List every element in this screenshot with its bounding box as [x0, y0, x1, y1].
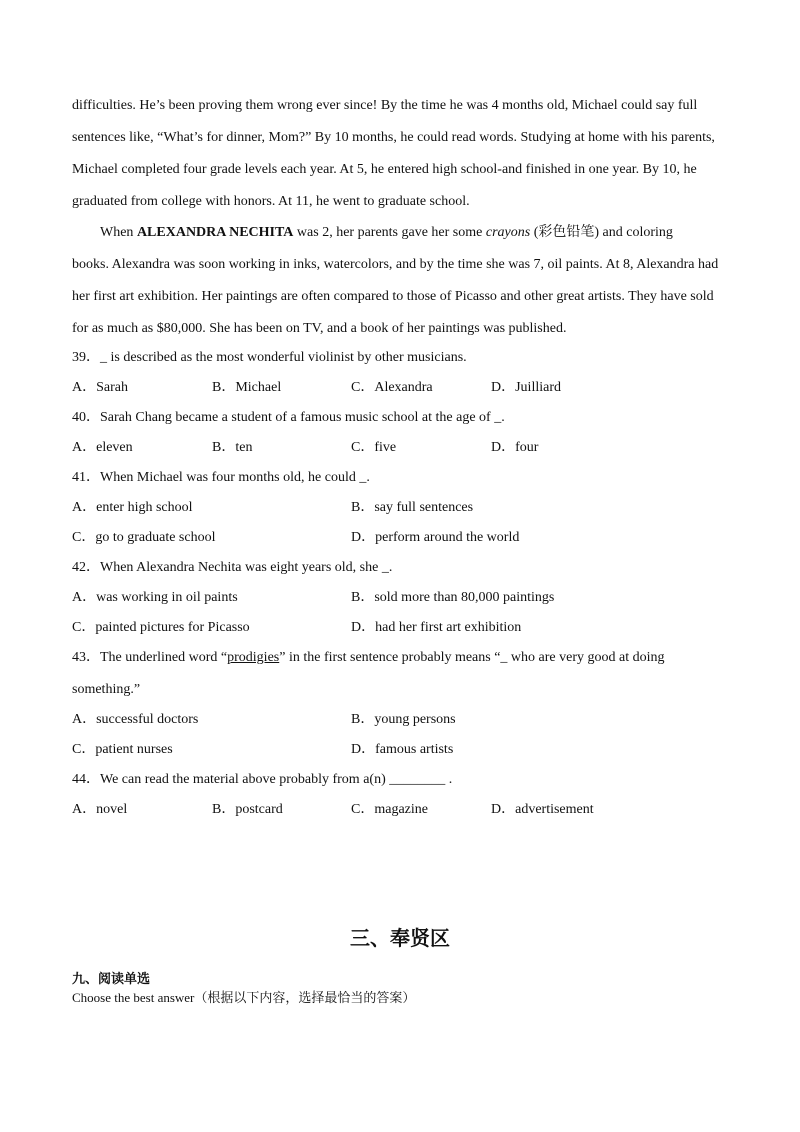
- option-a: A．novel: [72, 802, 128, 817]
- option-d: D．perform around the world: [351, 530, 520, 545]
- underlined-word: prodigies: [227, 650, 280, 665]
- passage-text: When: [100, 225, 137, 240]
- option-c: C．go to graduate school: [72, 530, 216, 545]
- option-a: A．eleven: [72, 440, 133, 455]
- option-d: D．Juilliard: [491, 380, 561, 395]
- section-subtitle: 九、阅读单选: [72, 972, 151, 987]
- option-a: A．Sarah: [72, 380, 128, 395]
- option-a: A．successful doctors: [72, 712, 199, 727]
- passage-line: her first art exhibition. Her paintings are often compared to those of Picasso and other great artists. They have sold: [72, 289, 714, 304]
- option-b: B．Michael: [212, 380, 282, 395]
- section-title: 三、奉贤区: [350, 926, 450, 950]
- option-d: D．four: [491, 440, 539, 455]
- question-stem-continued: something.”: [72, 682, 141, 697]
- option-c: C．painted pictures for Picasso: [72, 620, 250, 635]
- question-stem: 39．_ is described as the most wonderful violinist by other musicians.: [72, 350, 467, 365]
- option-c: C．magazine: [351, 802, 428, 817]
- passage-line: sentences like, “What’s for dinner, Mom?” By 10 months, he could read words. Studying at home with his parents,: [72, 130, 715, 145]
- question-stem: [72, 649, 740, 667]
- option-b: B．young persons: [351, 712, 456, 727]
- option-b: B．sold more than 80,000 paintings: [351, 590, 555, 605]
- option-b: B．postcard: [212, 802, 283, 817]
- passage-line: difficulties. He’s been proving them wrong ever since! By the time he was 4 months old, Michael could say full: [72, 98, 698, 113]
- option-d: D．famous artists: [351, 742, 454, 757]
- passage-line: [100, 224, 740, 242]
- passage-line: graduated from college with honors. At 11, he went to graduate school.: [72, 194, 470, 209]
- option-c: C．five: [351, 440, 397, 455]
- question-stem: 40．Sarah Chang became a student of a famous music school at the age of _.: [72, 410, 505, 425]
- passage-line: Michael completed four grade levels each year. At 5, he entered high school-and finished in one year. By 10, he: [72, 162, 697, 177]
- question-text: 43．The underlined word “: [72, 650, 228, 665]
- option-b: B．say full sentences: [351, 500, 474, 515]
- option-c: C．patient nurses: [72, 742, 173, 757]
- question-text: ” in the first sentence probably means “_ who are very good at doing: [279, 650, 665, 665]
- option-a: A．enter high school: [72, 500, 193, 515]
- option-d: D．had her first art exhibition: [351, 620, 522, 635]
- passage-line: books. Alexandra was soon working in inks, watercolors, and by the time she was 7, oil paints. At 8, Alexandra had: [72, 257, 719, 272]
- section-instruction: Choose the best answer（根据以下内容，选择最恰当的答案）: [72, 990, 416, 1005]
- option-a: A．was working in oil paints: [72, 590, 238, 605]
- person-name: ALEXANDRA NECHITA: [136, 225, 294, 240]
- option-d: D．advertisement: [491, 802, 594, 817]
- passage-line: for as much as $80,000. She has been on TV, and a book of her paintings was published.: [72, 321, 567, 336]
- option-b: B．ten: [212, 440, 253, 455]
- question-stem: 44．We can read the material above probably from a(n) ________ .: [72, 772, 453, 787]
- passage-text: (彩色铅笔) and coloring: [530, 225, 673, 240]
- question-stem: 42．When Alexandra Nechita was eight years old, she _.: [72, 560, 393, 575]
- italic-word: crayons: [485, 225, 531, 240]
- passage-text: was 2, her parents gave her some: [293, 225, 486, 240]
- option-c: C．Alexandra: [351, 380, 433, 395]
- question-stem: 41．When Michael was four months old, he could _.: [72, 470, 370, 485]
